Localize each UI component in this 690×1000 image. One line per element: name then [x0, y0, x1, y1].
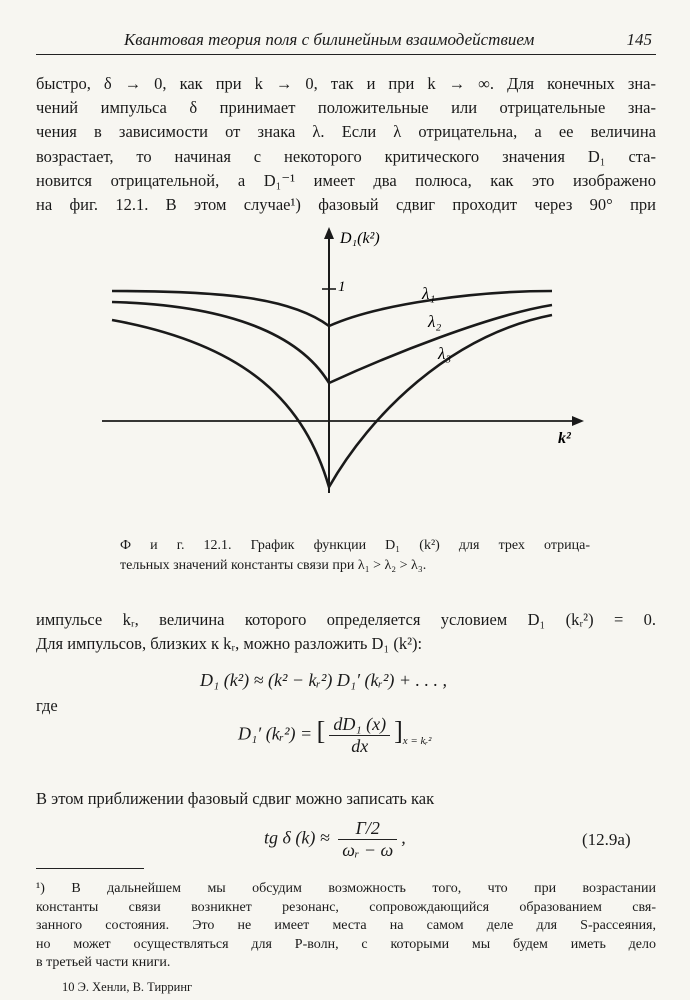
formula-lhs: tg δ (k) ≈ — [264, 827, 330, 848]
x-axis-arrow — [572, 416, 584, 426]
denominator: dx — [351, 736, 369, 756]
tick-label: 1 — [338, 279, 346, 295]
formula-derivative: D₁′ (kᵣ²) = [ $\frac{\text{dD₁ (x)}}{dx}$ ]$_{x = kᵣ^2}$ — [238, 714, 432, 756]
text-line: быстро, δ → 0, как при k → 0, так и при k → ∞. Для конечных зна- — [36, 74, 656, 93]
page-number: 145 — [626, 30, 652, 49]
curve-lambda-3 — [112, 315, 552, 487]
text-line: чения в зависимости от знака λ. Если λ отрицательна, а ее величина — [36, 122, 656, 142]
curve-label-lambda-3: λ₃ — [438, 344, 452, 363]
text-line: чений импульса δ принимает положительные или отрицательные зна- — [36, 98, 656, 118]
paragraph-2 — [36, 608, 656, 656]
caption-line: тельных значений константы связи при λ₁ > λ₂ > λ₃. — [120, 558, 427, 573]
text-line: В этом приближении фазовый сдвиг можно записать как — [36, 789, 435, 808]
text-line: новится отрицательной, а D₁⁻¹ имеет два полюса, как это изображено — [36, 170, 656, 190]
fraction — [338, 818, 397, 861]
footnote — [36, 880, 656, 973]
y-axis-label: D₁(k²) — [340, 230, 380, 247]
footnote-rule — [36, 868, 144, 869]
numerator: Γ/2 — [338, 818, 397, 840]
curve-label-lambda-1: λ₁ — [422, 284, 436, 303]
formula-lhs: D₁′ (kᵣ²) = — [238, 723, 313, 744]
formula-expansion: D₁ (k²) ≈ (k² − kᵣ²) D₁′ (kᵣ²) + . . . , — [200, 670, 447, 690]
running-header — [36, 28, 656, 55]
footnote-line: но может осуществляться для P-волн, с которыми мы будем иметь дело — [36, 936, 656, 952]
figure-12-1-plot — [100, 225, 590, 495]
footnote-line: занного состояния. Это не имеет места на самом деле для S-рассеяния, — [36, 918, 656, 933]
caption-line: Ф и г. 12.1. График функции D₁ (k²) для трех отрица- — [120, 538, 590, 553]
footnote-line: константы связи возникнет резонанс, сопровождающийся образованием свя- — [36, 899, 656, 915]
y-axis-arrow — [324, 227, 334, 239]
equation-number: (12.9a) — [582, 830, 631, 849]
text-line: возрастает, то начиная с некоторого критического значения D₁ ста- — [36, 146, 656, 166]
curve-lambda-2 — [112, 302, 552, 383]
formula-phase-shift — [264, 818, 406, 861]
text-line: импульсе kᵣ, величина которого определяется условием D₁ (kᵣ²) = 0. — [36, 610, 656, 629]
figure-caption — [120, 536, 590, 576]
paragraph-1 — [36, 72, 656, 217]
fraction — [329, 714, 390, 757]
text-line: на фиг. 12.1. В этом случае¹) фазовый сдвиг проходит через 90° при — [36, 195, 656, 215]
signature-line: 10 Э. Хенли, В. Тирринг — [62, 980, 193, 994]
evaluation-subscript: x = kᵣ² — [402, 735, 432, 748]
x-axis-label: k² — [558, 430, 571, 447]
curve-label-lambda-2: λ₂ — [428, 312, 442, 331]
footnote-line: в третьей части книги. — [36, 955, 171, 970]
where-label: где — [36, 696, 58, 715]
header-title: Квантовая теория поля с билинейным взаимодействием — [124, 30, 535, 49]
formula-trail: , — [401, 827, 406, 848]
footnote-line: ¹) В дальнейшем мы обсудим возможность того, что при возрастании — [36, 881, 656, 896]
numerator: dD₁ (x) — [329, 714, 390, 736]
paragraph-3 — [36, 787, 656, 811]
denominator: ωᵣ − ω — [342, 840, 394, 860]
text-line: Для импульсов, близких к kᵣ, можно разложить D₁ (k²): — [36, 634, 423, 654]
